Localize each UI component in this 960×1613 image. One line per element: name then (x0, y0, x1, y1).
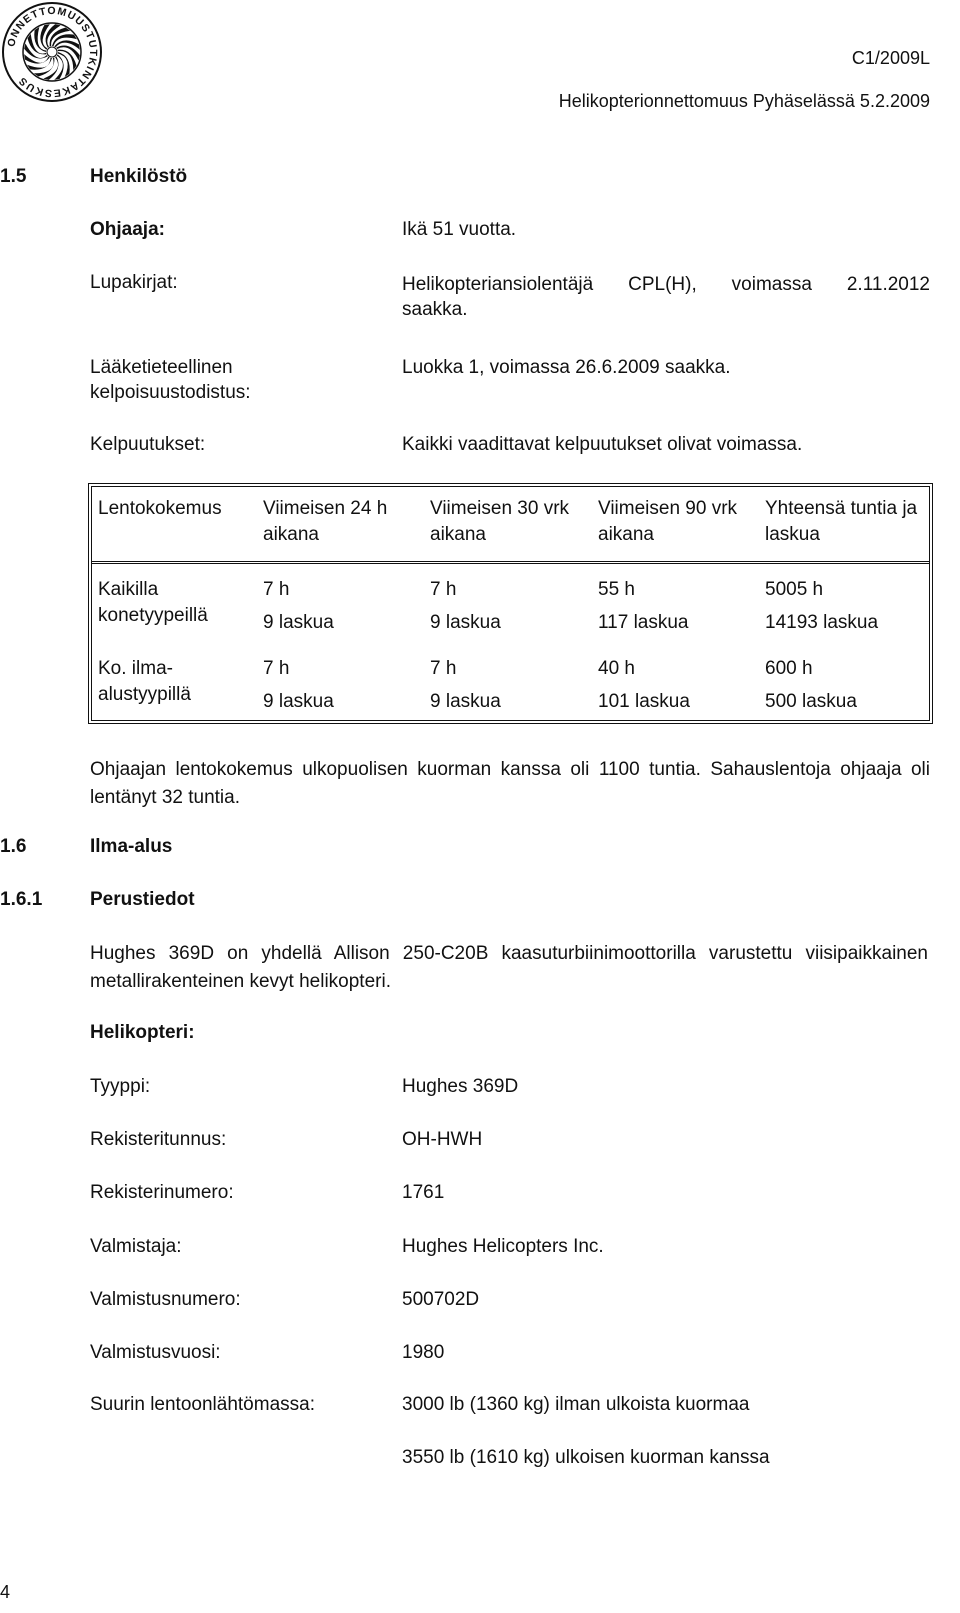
table-cell (424, 564, 592, 645)
table-cell (759, 645, 929, 720)
table-row (92, 564, 929, 645)
landings-value: 9 laskua (263, 612, 334, 633)
pilot-age: Ikä 51 vuotta. (402, 219, 517, 240)
detail-value: OH-HWH (402, 1129, 483, 1150)
detail-label: Suurin lentoonlähtömassa: (90, 1394, 315, 1415)
section-number-1-6-1: 1.6.1 (0, 889, 43, 910)
table-cell (257, 564, 424, 645)
landings-value: 9 laskua (430, 612, 501, 633)
pilot-label: Ohjaaja: (90, 219, 165, 240)
medical-label-line2: kelpoisuustodistus: (90, 382, 251, 403)
hours-value: 7 h (430, 579, 457, 600)
detail-value: Hughes Helicopters Inc. (402, 1236, 604, 1257)
medical-label-line1: Lääketieteellinen (90, 357, 233, 378)
ratings-label: Kelpuutukset: (90, 434, 206, 455)
landings-value: 500 laskua (765, 691, 857, 712)
ratings-value: Kaikki vaadittavat kelpuutukset olivat voimassa. (402, 434, 803, 455)
document-code: C1/2009L (851, 48, 930, 68)
detail-label: Valmistusvuosi: (90, 1342, 221, 1363)
landings-value: 117 laskua (598, 612, 689, 633)
section-title-perustiedot: Perustiedot (90, 889, 195, 910)
table-cell (759, 564, 929, 645)
licenses-label: Lupakirjat: (90, 272, 178, 293)
section-title-ilma-alus: Ilma-alus (90, 836, 173, 857)
medical-value: Luokka 1, voimassa 26.6.2009 saakka. (402, 357, 731, 378)
table-row (92, 645, 929, 720)
detail-label: Rekisterinumero: (90, 1182, 234, 1203)
detail-value: 1761 (402, 1182, 445, 1203)
hours-value: 5005 h (765, 579, 824, 600)
landings-value: 9 laskua (430, 691, 501, 712)
detail-value: 1980 (402, 1342, 445, 1363)
detail-label: Valmistaja: (90, 1236, 182, 1257)
detail-value: Hughes 369D (402, 1076, 519, 1097)
detail-value: 3000 lb (1360 kg) ilman ulkoista kuormaa (402, 1394, 750, 1415)
section-number-1-5: 1.5 (0, 166, 27, 187)
aircraft-description: Hughes 369D on yhdellä Allison 250-C20B kaasuturbiinimoottorilla varustettu viisipaikkainen metallirakenteinen kevyt helikopteri. (90, 943, 928, 992)
landings-value: 14193 laskua (765, 612, 879, 633)
table-cell (592, 645, 759, 720)
table-cell (592, 564, 759, 645)
page-number: 4 (0, 1582, 11, 1602)
logo-swirl-blade (54, 54, 63, 80)
row-label: Kaikilla konetyypeillä (98, 579, 208, 626)
detail-label: Tyyppi: (90, 1076, 151, 1097)
section-number-1-6: 1.6 (0, 836, 27, 857)
hours-value: 7 h (430, 658, 457, 679)
detail-value: 500702D (402, 1289, 480, 1310)
hours-value: 7 h (263, 579, 290, 600)
detail-label: Rekisteritunnus: (90, 1129, 227, 1150)
section-title-henkilosto: Henkilöstö (90, 166, 188, 187)
logo-ring-text: ONNETTOMUUSTUTKINTAKESKUS (5, 4, 100, 100)
table-header-cell: Viimeisen 24 h aikana (257, 487, 424, 564)
hours-value: 600 h (765, 658, 813, 679)
hours-value: 40 h (598, 658, 635, 679)
logo-swirl-blade (34, 58, 55, 77)
experience-note: Ohjaajan lentokokemus ulkopuolisen kuorman kanssa oli 1100 tuntia. Sahauslentoja ohjaaja oli lentänyt 32 tuntia. (90, 759, 930, 808)
landings-value: 101 laskua (598, 691, 690, 712)
logo-swirl-blade (24, 54, 50, 63)
table-header-cell: Viimeisen 30 vrk aikana (424, 487, 592, 564)
detail-label: Valmistusnumero: (90, 1289, 241, 1310)
table-header-cell: Lentokokemus (92, 487, 257, 564)
table-header-row (92, 487, 929, 564)
table-header-cell: Viimeisen 90 vrk aikana (592, 487, 759, 564)
table-header-cell: Yhteensä tuntia ja laskua (759, 487, 929, 564)
agency-logo (0, 0, 104, 104)
row-label: Ko. ilma-alustyypillä (98, 658, 191, 705)
document-title: Helikopterionnettomuus Pyhäselässä 5.2.2009 (558, 91, 930, 111)
hours-value: 7 h (263, 658, 290, 679)
licenses-value: Helikopteriansiolentäjä CPL(H), voimassa 2.11.2012 saakka. (402, 274, 930, 320)
landings-value: 9 laskua (263, 691, 334, 712)
helicopter-heading: Helikopteri: (90, 1022, 195, 1043)
table-cell (257, 645, 424, 720)
flight-experience-table (88, 483, 933, 724)
mtow-external-load: 3550 lb (1610 kg) ulkoisen kuorman kanssa (402, 1447, 770, 1468)
logo-swirl-blade (58, 52, 70, 77)
hours-value: 55 h (598, 579, 635, 600)
table-cell (424, 645, 592, 720)
